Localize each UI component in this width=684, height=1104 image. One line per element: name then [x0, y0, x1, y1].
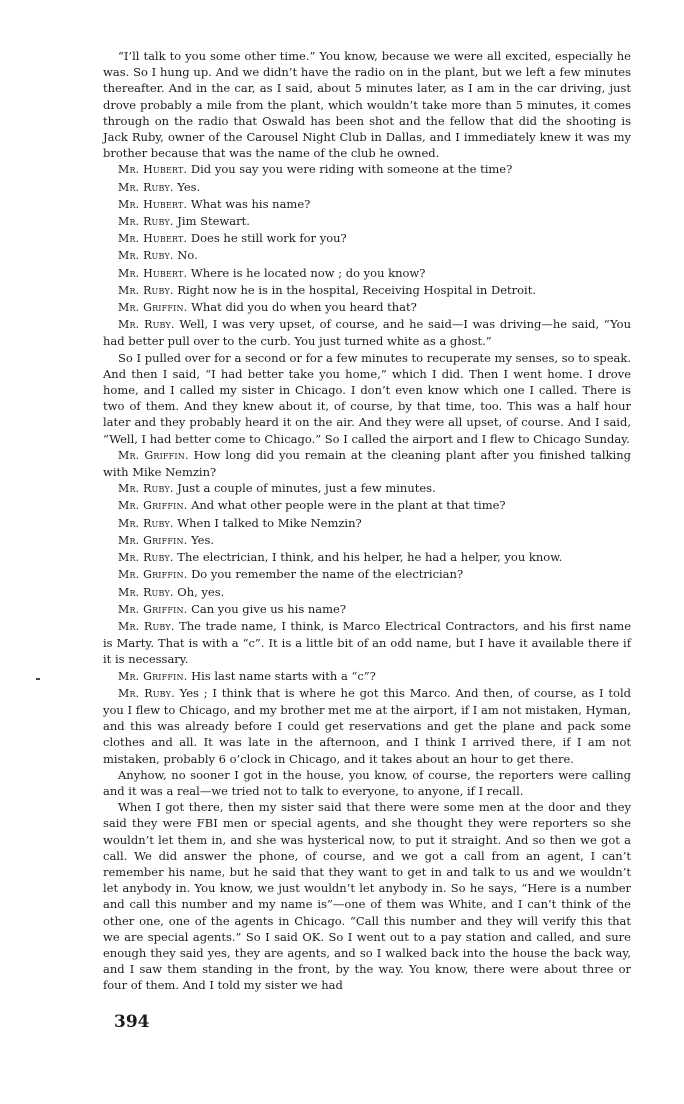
speaker-label: Mr. Ruby. — [118, 283, 174, 297]
paragraph-text: The trade name, I think, is Marco Electrical Contractors, and his first name is Marty. That is with a “c”. It is a little bit of an odd name, but I have it available there if it is necessary. — [103, 618, 632, 667]
testimony-line — [103, 196, 631, 213]
paragraph-text: Right now he is in the hospital, Receiving Hospital in Detroit. — [177, 282, 537, 297]
paragraph-text: Yes. — [177, 179, 201, 194]
testimony-line — [103, 497, 631, 514]
testimony-line — [103, 685, 631, 767]
speaker-label: Mr. Griffin. — [118, 499, 188, 513]
paragraph-text: Just a couple of minutes, just a few minutes. — [177, 481, 436, 496]
paragraph-text: Did you say you were riding with someone at the time? — [190, 162, 513, 177]
speaker-label: Mr. Ruby. — [118, 318, 175, 332]
page-number: 394 — [114, 1012, 150, 1032]
paragraph-text: Well, I was very upset, of course, and he said—I was driving—he said, “You had better pull over to the curb. You just turned white as a ghost.” — [103, 317, 631, 349]
paragraph-text: Where is he located now ; do you know? — [190, 265, 426, 280]
speaker-label: Mr. Ruby. — [118, 686, 175, 700]
testimony-line — [103, 618, 631, 668]
testimony-line — [103, 282, 631, 299]
speaker-label: Mr. Hubert. — [118, 163, 188, 177]
testimony-paragraph — [103, 799, 631, 993]
paragraph-text: Can you give us his name? — [191, 601, 347, 616]
paragraph-text: Yes. — [191, 532, 215, 547]
paragraph-text: Yes ; I think that is where he got this Marco. And then, of course, as I told you I flew to Chicago, and my brother met me at the airport, if I am not mistaken, Hyman, and this was already before I could get reservations and get the plane and pack some clothes and all. It was late in the afternoon, and I think I arrived there, if I am not mistaken, probably 6 o’clock in Chicago, and it takes about an hour to get there. — [103, 685, 632, 766]
testimony-line — [103, 480, 631, 497]
paragraph-text: What did you do when you heard that? — [191, 300, 417, 315]
testimony-line — [103, 179, 631, 196]
testimony-paragraph — [103, 48, 631, 161]
testimony-line — [103, 601, 631, 618]
speaker-label: Mr. Ruby. — [118, 482, 174, 496]
testimony-line — [103, 265, 631, 282]
speaker-label: Mr. Ruby. — [118, 551, 174, 565]
speaker-label: Mr. Griffin. — [118, 568, 188, 582]
speaker-label: Mr. Ruby. — [118, 585, 174, 599]
paragraph-text: His last name starts with a “c”? — [191, 668, 376, 683]
paragraph-text: How long did you remain at the cleaning plant after you finished talking with Mike Nemzin? — [103, 447, 631, 480]
paragraph-text: Does he still work for you? — [190, 231, 347, 246]
speaker-label: Mr. Hubert. — [118, 232, 188, 246]
speaker-label: Mr. Ruby. — [118, 516, 174, 530]
speaker-label: Mr. Ruby. — [118, 619, 175, 633]
paragraph-text: So I pulled over for a second or for a few minutes to recuperate my senses, so to speak. And then I said, “I had better take you home,” which I did. Then I went home. I drove home, and I called my sister in Chicago. I don’t even know which one I called. There is two of them. And they knew about it, of course, by that time, too. This was a half hour later and they probably heard it on the air. And they were all upset, of course. And I said, “Well, I had better come to Chicago.” So I called the airport and I flew to Chicago Sunday. — [103, 350, 631, 446]
paragraph-text: When I talked to Mike Nemzin? — [177, 515, 362, 530]
testimony-line — [103, 213, 631, 230]
paragraph-text: The electrician, I think, and his helper, he had a helper, you know. — [177, 550, 563, 565]
paragraph-text: And what other people were in the plant at that time? — [191, 498, 506, 513]
paragraph-text: “I’ll talk to you some other time.” You know, because we were all excited, especially he was. So I hung up. And we didn’t have the radio on in the plant, but we left a few minutes thereafter. And in the car, as I said, about 5 minutes later, as I am in the car driving, just drove probably a mile from the plant, which wouldn’t take more than 5 minutes, it comes through on the radio that Oswald has been shot and the fellow that did the shooting is Jack Ruby, owner of the Carousel Night Club in Dallas, and I immediately knew it was my brother because that was the name of the club he owned. — [103, 49, 631, 161]
paragraph-text: When I got there, then my sister said that there were some men at the door and they said they were FBI men or special agents, and she thought they were reporters so she wouldn’t let them in, and she was hysterical now, to put it straight. And so then we got a call. We did answer the phone, of course, and we got a call from an agent, I can’t remember his name, but he said that they want to get in and talk to us and we wouldn’t let anybody in. You know, we just wouldn’t let anybody in. So he says, “Here is a number and call this number and my name is”—one of them was White, and I can’t think of the other one, one of the agents in Chicago. “Call this number and they will verify this that we are special agents.” So I said OK. So I went out to a pay station and called, and sure enough they said yes, they are agents, and so I walked back into the house the back way, and I saw them standing in the front, by the way. You know, there were about three or four of them. And I told my sister we had — [103, 800, 631, 993]
speaker-label: Mr. Griffin. — [118, 301, 188, 315]
testimony-line — [103, 316, 631, 349]
speaker-label: Mr. Griffin. — [118, 533, 188, 547]
testimony-line — [103, 447, 631, 480]
testimony-line — [103, 247, 631, 264]
testimony-paragraph — [103, 350, 631, 447]
paragraph-text: No. — [177, 248, 198, 263]
testimony-line — [103, 299, 631, 316]
speaker-label: Mr. Ruby. — [118, 180, 174, 194]
testimony-line — [103, 668, 631, 685]
testimony-line — [103, 584, 631, 601]
paragraph-text: Jim Stewart. — [177, 214, 250, 229]
speaker-label: Mr. Ruby. — [118, 215, 174, 229]
testimony-line — [103, 161, 631, 178]
speaker-label: Mr. Ruby. — [118, 249, 174, 263]
testimony-line — [103, 515, 631, 532]
paragraph-text: Anyhow, no sooner I got in the house, you know, of course, the reporters were calling and it was a real—we tried not to talk to everyone, to anyone, if I recall. — [103, 767, 631, 798]
speaker-label: Mr. Griffin. — [118, 669, 188, 683]
margin-speck — [36, 678, 40, 680]
speaker-label: Mr. Griffin. — [118, 448, 189, 462]
testimony-line — [103, 532, 631, 549]
speaker-label: Mr. Hubert. — [118, 197, 188, 211]
testimony-line — [103, 549, 631, 566]
speaker-label: Mr. Hubert. — [118, 266, 188, 280]
testimony-line — [103, 566, 631, 583]
speaker-label: Mr. Griffin. — [118, 602, 188, 616]
testimony-paragraph — [103, 767, 631, 799]
transcript-body — [103, 48, 631, 994]
paragraph-text: Oh, yes. — [177, 584, 225, 599]
testimony-line — [103, 230, 631, 247]
paragraph-text: Do you remember the name of the electrician? — [191, 567, 464, 582]
paragraph-text: What was his name? — [190, 196, 311, 211]
